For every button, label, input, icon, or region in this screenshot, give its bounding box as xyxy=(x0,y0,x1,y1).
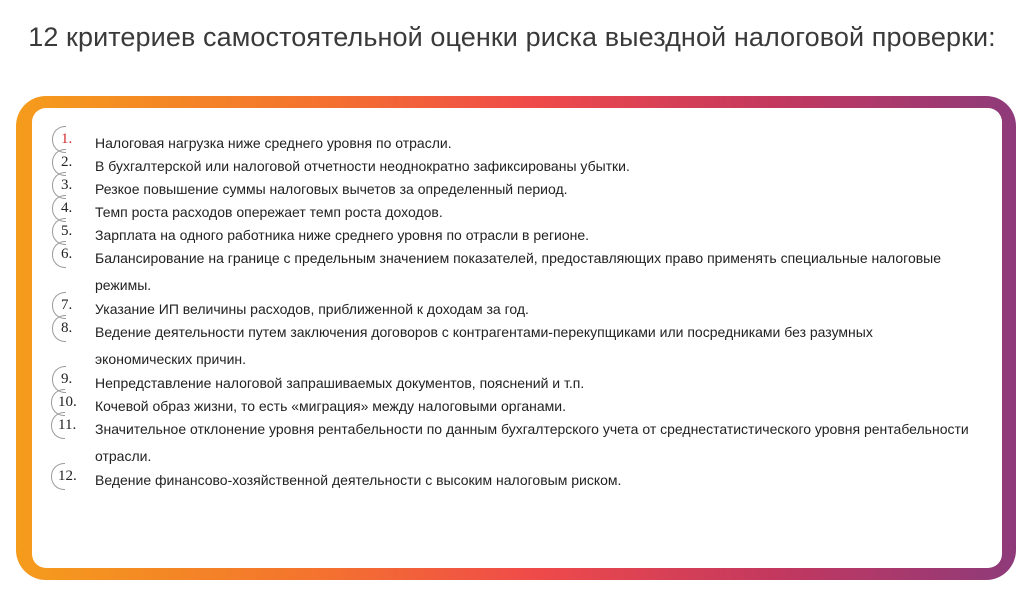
item-text: Резкое повышение суммы налоговых вычетов за определенный период. xyxy=(95,181,568,197)
item-number: 2. xyxy=(55,151,85,174)
item-number: 6. xyxy=(55,243,85,266)
item-number: 7. xyxy=(55,294,85,317)
item-number: 5. xyxy=(55,220,85,243)
item-text: Темп роста расходов опережает темп роста доходов. xyxy=(95,204,443,220)
list-item xyxy=(52,467,972,494)
item-number: 12. xyxy=(55,465,91,488)
item-text: Ведение финансово-хозяйственной деятельности с высоким налоговым риском. xyxy=(95,472,622,488)
item-number: 1. xyxy=(55,128,85,151)
list-item xyxy=(52,319,972,374)
item-text: В бухгалтерской или налоговой отчетности неоднократно зафиксированы убытки. xyxy=(95,158,630,174)
item-number: 10. xyxy=(55,391,91,414)
item-text: Зарплата на одного работника ниже среднего уровня по отрасли в регионе. xyxy=(95,227,590,243)
item-text: Балансирование на границе с предельным значением показателей, предоставляющих право применять специальные налоговые режимы. xyxy=(95,250,942,293)
item-number: 8. xyxy=(55,317,85,340)
item-number: 9. xyxy=(55,368,85,391)
list-item xyxy=(52,416,972,471)
item-text: Ведение деятельности путем заключения договоров с контрагентами-перекупщиками или посредниками без разумных экономических причин. xyxy=(95,324,873,367)
item-text: Указание ИП величины расходов, приближенной к доходам за год. xyxy=(95,301,529,317)
item-text: Значительное отклонение уровня рентабельности по данным бухгалтерского учета от среднестатистического уровня рентабельности отрасли. xyxy=(95,421,969,464)
item-number: 3. xyxy=(55,174,85,197)
page-title: 12 критериев самостоятельной оценки риска выездной налоговой проверки: xyxy=(28,22,996,53)
item-number: 4. xyxy=(55,197,85,220)
item-text: Кочевой образ жизни, то есть «миграция» между налоговыми органами. xyxy=(95,398,567,414)
item-text: Налоговая нагрузка ниже среднего уровня по отрасли. xyxy=(95,135,452,151)
criteria-list xyxy=(52,131,972,494)
item-number: 11. xyxy=(55,414,91,437)
item-text: Непредставление налоговой запрашиваемых документов, пояснений и т.п. xyxy=(95,375,585,391)
list-item xyxy=(52,245,972,300)
